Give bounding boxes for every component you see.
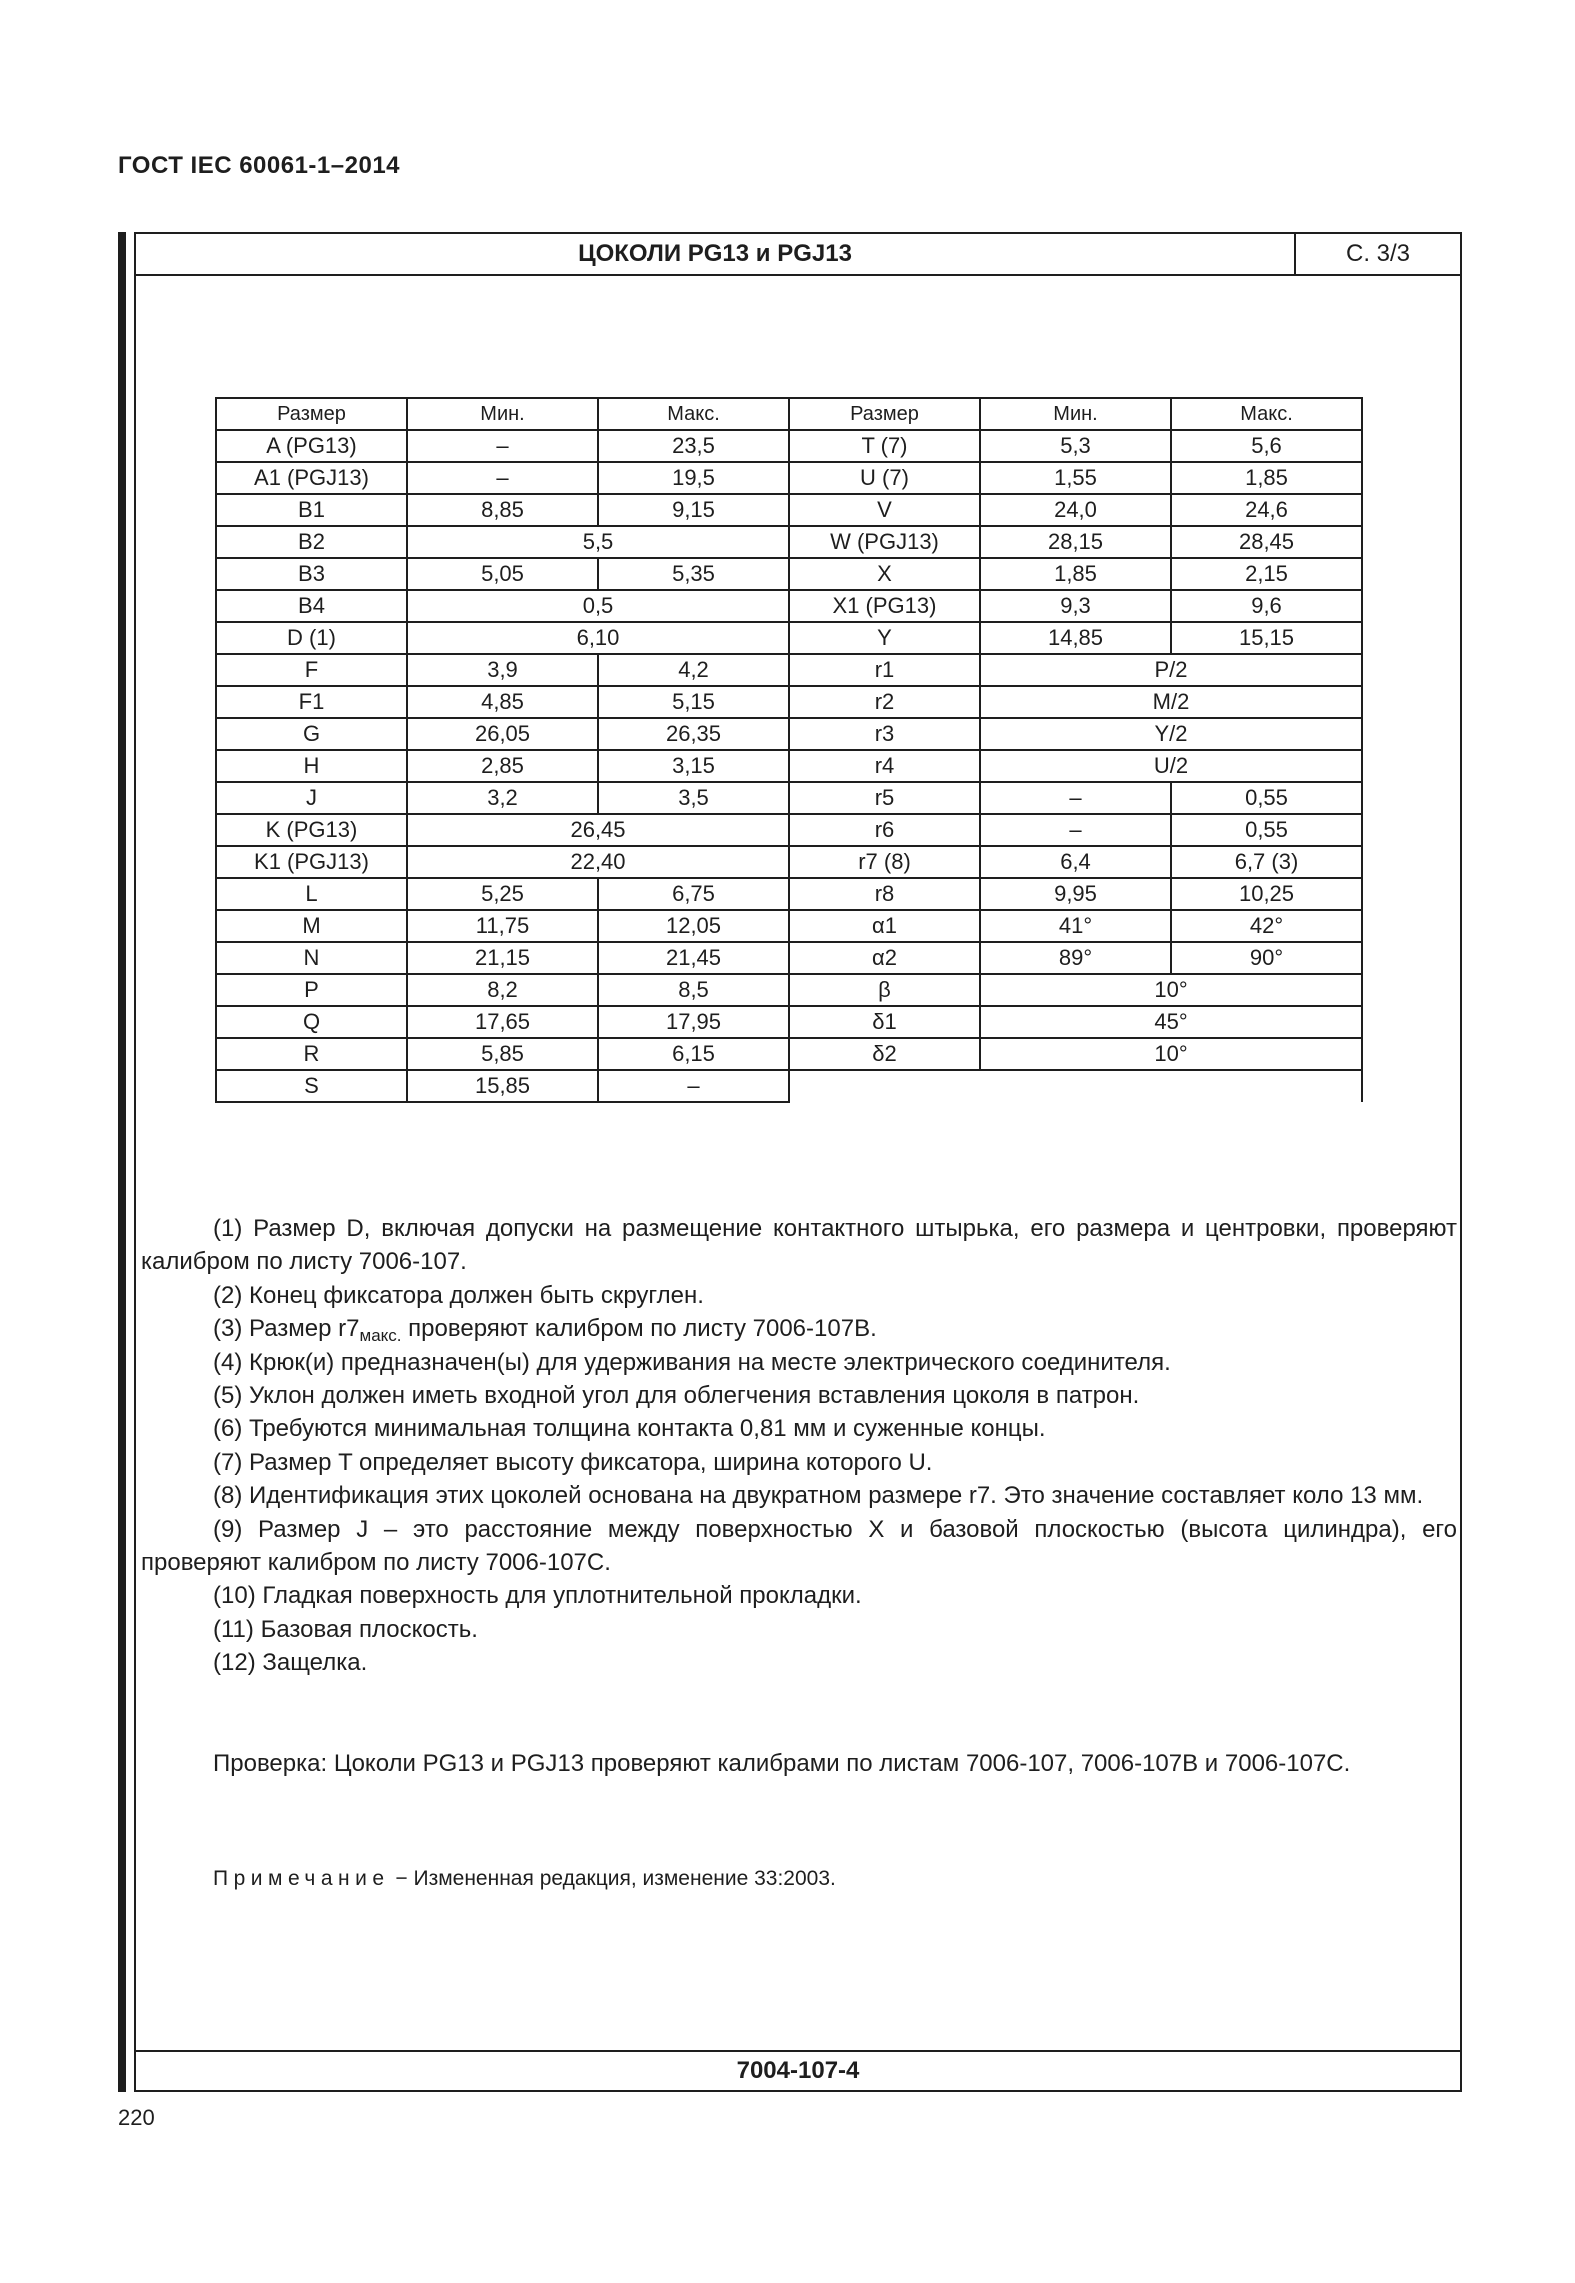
min-cell: 8,2 [407, 974, 598, 1006]
min-cell: 26,05 [407, 718, 598, 750]
max-cell: 90° [1171, 942, 1362, 974]
min-cell: 9,95 [980, 878, 1171, 910]
column-header: Макс. [1171, 398, 1362, 430]
dimensions-table [215, 397, 1363, 1103]
max-cell: 19,5 [598, 462, 789, 494]
footnote-7: (7) Размер T определяет высоту фиксатора, ширина которого U. [213, 1448, 933, 1476]
min-cell: 11,75 [407, 910, 598, 942]
min-cell: 1,55 [980, 462, 1171, 494]
table-row [216, 1006, 1362, 1038]
column-header: Размер [789, 398, 980, 430]
size-cell: B2 [216, 526, 407, 558]
size-cell: X [789, 558, 980, 590]
min-cell: 41° [980, 910, 1171, 942]
note [213, 1864, 836, 1894]
size-cell: J [216, 782, 407, 814]
column-header: Мин. [980, 398, 1171, 430]
max-cell: 6,75 [598, 878, 789, 910]
value-cell: 10° [980, 1038, 1362, 1070]
value-cell: 0,5 [407, 590, 789, 622]
min-cell: – [980, 814, 1171, 846]
table-row [216, 686, 1362, 718]
size-cell: β [789, 974, 980, 1006]
min-cell: 89° [980, 942, 1171, 974]
size-cell: R [216, 1038, 407, 1070]
value-cell: 26,45 [407, 814, 789, 846]
footnotes [141, 1212, 1457, 1680]
min-cell: 17,65 [407, 1006, 598, 1038]
table-row [216, 910, 1362, 942]
max-cell: 26,35 [598, 718, 789, 750]
size-cell: F [216, 654, 407, 686]
footnote-12: (12) Защелка. [213, 1649, 368, 1677]
size-cell: A1 (PGJ13) [216, 462, 407, 494]
footnote-3-subscript: макс. [359, 1326, 402, 1346]
sheet-title: ЦОКОЛИ PG13 и PGJ13 [578, 240, 852, 267]
size-cell: S [216, 1070, 407, 1102]
size-cell: B3 [216, 558, 407, 590]
footnote-10: (10) Гладкая поверхность для уплотнительной прокладки. [213, 1582, 862, 1610]
verification-paragraph: Проверка: Цоколи PG13 и PGJ13 проверяют калибрами по листам 7006-107, 7006-107B и 7006-107C. [213, 1750, 1351, 1777]
min-cell: 24,0 [980, 494, 1171, 526]
size-cell: r7 (8) [789, 846, 980, 878]
max-cell: 2,15 [1171, 558, 1362, 590]
value-cell: 22,40 [407, 846, 789, 878]
size-cell: N [216, 942, 407, 974]
footnote-3-text-b: проверяют калибром по листу 7006-107B. [401, 1315, 877, 1343]
max-cell: 0,55 [1171, 782, 1362, 814]
column-header: Мин. [407, 398, 598, 430]
size-cell: α2 [789, 942, 980, 974]
table-row [216, 430, 1362, 462]
page-number: 220 [118, 2105, 155, 2130]
min-cell: 1,85 [980, 558, 1171, 590]
min-cell: 3,9 [407, 654, 598, 686]
table-row [216, 654, 1362, 686]
max-cell: 21,45 [598, 942, 789, 974]
max-cell: 5,6 [1171, 430, 1362, 462]
size-cell: V [789, 494, 980, 526]
min-cell: 5,3 [980, 430, 1171, 462]
size-cell: r4 [789, 750, 980, 782]
size-cell: A (PG13) [216, 430, 407, 462]
column-header: Макс. [598, 398, 789, 430]
table-row [216, 462, 1362, 494]
change-bar [118, 232, 126, 2092]
table-row [216, 622, 1362, 654]
value-cell: 5,5 [407, 526, 789, 558]
table-row [216, 814, 1362, 846]
table-row [216, 494, 1362, 526]
max-cell: 0,55 [1171, 814, 1362, 846]
min-cell: 28,15 [980, 526, 1171, 558]
size-cell: F1 [216, 686, 407, 718]
table-row [216, 942, 1362, 974]
min-cell: – [407, 430, 598, 462]
footnote-1: (1) Размер D, включая допуски на размещение контактного штырька, его размера и центровки, проверяют калибром по листу 7006-107. [141, 1215, 1457, 1276]
size-cell: r6 [789, 814, 980, 846]
size-cell: P [216, 974, 407, 1006]
value-cell: 10° [980, 974, 1362, 1006]
footnote-6: (6) Требуются минимальная толщина контакта 0,81 мм и суженные концы. [213, 1415, 1046, 1443]
max-cell: 10,25 [1171, 878, 1362, 910]
size-cell: W (PGJ13) [789, 526, 980, 558]
empty-cell [789, 1070, 1362, 1102]
max-cell: 9,15 [598, 494, 789, 526]
table-row [216, 718, 1362, 750]
max-cell: 1,85 [1171, 462, 1362, 494]
min-cell: 5,85 [407, 1038, 598, 1070]
note-label: Примечание [213, 1867, 390, 1890]
max-cell: 3,15 [598, 750, 789, 782]
sheet-page: С. 3/3 [1294, 234, 1460, 274]
max-cell: 6,15 [598, 1038, 789, 1070]
size-cell: H [216, 750, 407, 782]
size-cell: M [216, 910, 407, 942]
value-cell: U/2 [980, 750, 1362, 782]
value-cell: P/2 [980, 654, 1362, 686]
size-cell: L [216, 878, 407, 910]
value-cell: Y/2 [980, 718, 1362, 750]
size-cell: δ2 [789, 1038, 980, 1070]
size-cell: B4 [216, 590, 407, 622]
footnote-11: (11) Базовая плоскость. [213, 1615, 478, 1643]
size-cell: δ1 [789, 1006, 980, 1038]
footnote-3 [141, 1312, 1457, 1345]
table-row [216, 974, 1362, 1006]
sheet-header [136, 234, 1460, 276]
max-cell: 17,95 [598, 1006, 789, 1038]
min-cell: 4,85 [407, 686, 598, 718]
max-cell: 23,5 [598, 430, 789, 462]
size-cell: K (PG13) [216, 814, 407, 846]
size-cell: r3 [789, 718, 980, 750]
footnote-8: (8) Идентификация этих цоколей основана на двукратном размере r7. Это значение составляет коло 13 мм. [213, 1482, 1424, 1510]
size-cell: r2 [789, 686, 980, 718]
table-row [216, 526, 1362, 558]
value-cell: M/2 [980, 686, 1362, 718]
table-row [216, 782, 1362, 814]
size-cell: U (7) [789, 462, 980, 494]
table-header-row [216, 398, 1362, 430]
min-cell: 8,85 [407, 494, 598, 526]
max-cell: 9,6 [1171, 590, 1362, 622]
footnote-4: (4) Крюк(и) предназначен(ы) для удерживания на месте электрического соединителя. [213, 1348, 1171, 1376]
dimensions-table-body [216, 398, 1362, 1102]
min-cell: – [980, 782, 1171, 814]
table-row [216, 558, 1362, 590]
max-cell: 5,35 [598, 558, 789, 590]
table-row [216, 1038, 1362, 1070]
size-cell: r8 [789, 878, 980, 910]
min-cell: 5,25 [407, 878, 598, 910]
table-row [216, 846, 1362, 878]
note-text: − Измененная редакция, изменение 33:2003. [389, 1867, 836, 1890]
size-cell: r1 [789, 654, 980, 686]
value-cell: 45° [980, 1006, 1362, 1038]
max-cell: 12,05 [598, 910, 789, 942]
max-cell: 42° [1171, 910, 1362, 942]
size-cell: r5 [789, 782, 980, 814]
min-cell: 6,4 [980, 846, 1171, 878]
column-header: Размер [216, 398, 407, 430]
min-cell: 15,85 [407, 1070, 598, 1102]
max-cell: 15,15 [1171, 622, 1362, 654]
sheet-frame [134, 232, 1462, 2092]
max-cell: 8,5 [598, 974, 789, 1006]
size-cell: K1 (PGJ13) [216, 846, 407, 878]
max-cell: 6,7 (3) [1171, 846, 1362, 878]
min-cell: – [407, 462, 598, 494]
size-cell: X1 (PG13) [789, 590, 980, 622]
max-cell: 4,2 [598, 654, 789, 686]
max-cell: – [598, 1070, 789, 1102]
size-cell: D (1) [216, 622, 407, 654]
table-row [216, 750, 1362, 782]
min-cell: 3,2 [407, 782, 598, 814]
size-cell: G [216, 718, 407, 750]
sheet-number: 7004-107-4 [136, 2050, 1460, 2090]
table-row [216, 590, 1362, 622]
standard-designation: ГОСТ IEC 60061-1–2014 [118, 152, 401, 179]
footnote-3-text-a: (3) Размер r7 [213, 1315, 360, 1343]
min-cell: 5,05 [407, 558, 598, 590]
footnote-5: (5) Уклон должен иметь входной угол для облегчения вставления цоколя в патрон. [213, 1382, 1140, 1410]
size-cell: Q [216, 1006, 407, 1038]
table-row [216, 1070, 1362, 1102]
size-cell: α1 [789, 910, 980, 942]
max-cell: 3,5 [598, 782, 789, 814]
max-cell: 28,45 [1171, 526, 1362, 558]
min-cell: 14,85 [980, 622, 1171, 654]
size-cell: Y [789, 622, 980, 654]
max-cell: 5,15 [598, 686, 789, 718]
size-cell: B1 [216, 494, 407, 526]
min-cell: 9,3 [980, 590, 1171, 622]
min-cell: 21,15 [407, 942, 598, 974]
footnote-2: (2) Конец фиксатора должен быть скруглен. [213, 1281, 704, 1309]
min-cell: 2,85 [407, 750, 598, 782]
footnote-9: (9) Размер J – это расстояние между поверхностью X и базовой плоскостью (высота цилиндра), его проверяют калибром по листу 7006-107C. [141, 1515, 1457, 1577]
max-cell: 24,6 [1171, 494, 1362, 526]
value-cell: 6,10 [407, 622, 789, 654]
table-row [216, 878, 1362, 910]
size-cell: T (7) [789, 430, 980, 462]
